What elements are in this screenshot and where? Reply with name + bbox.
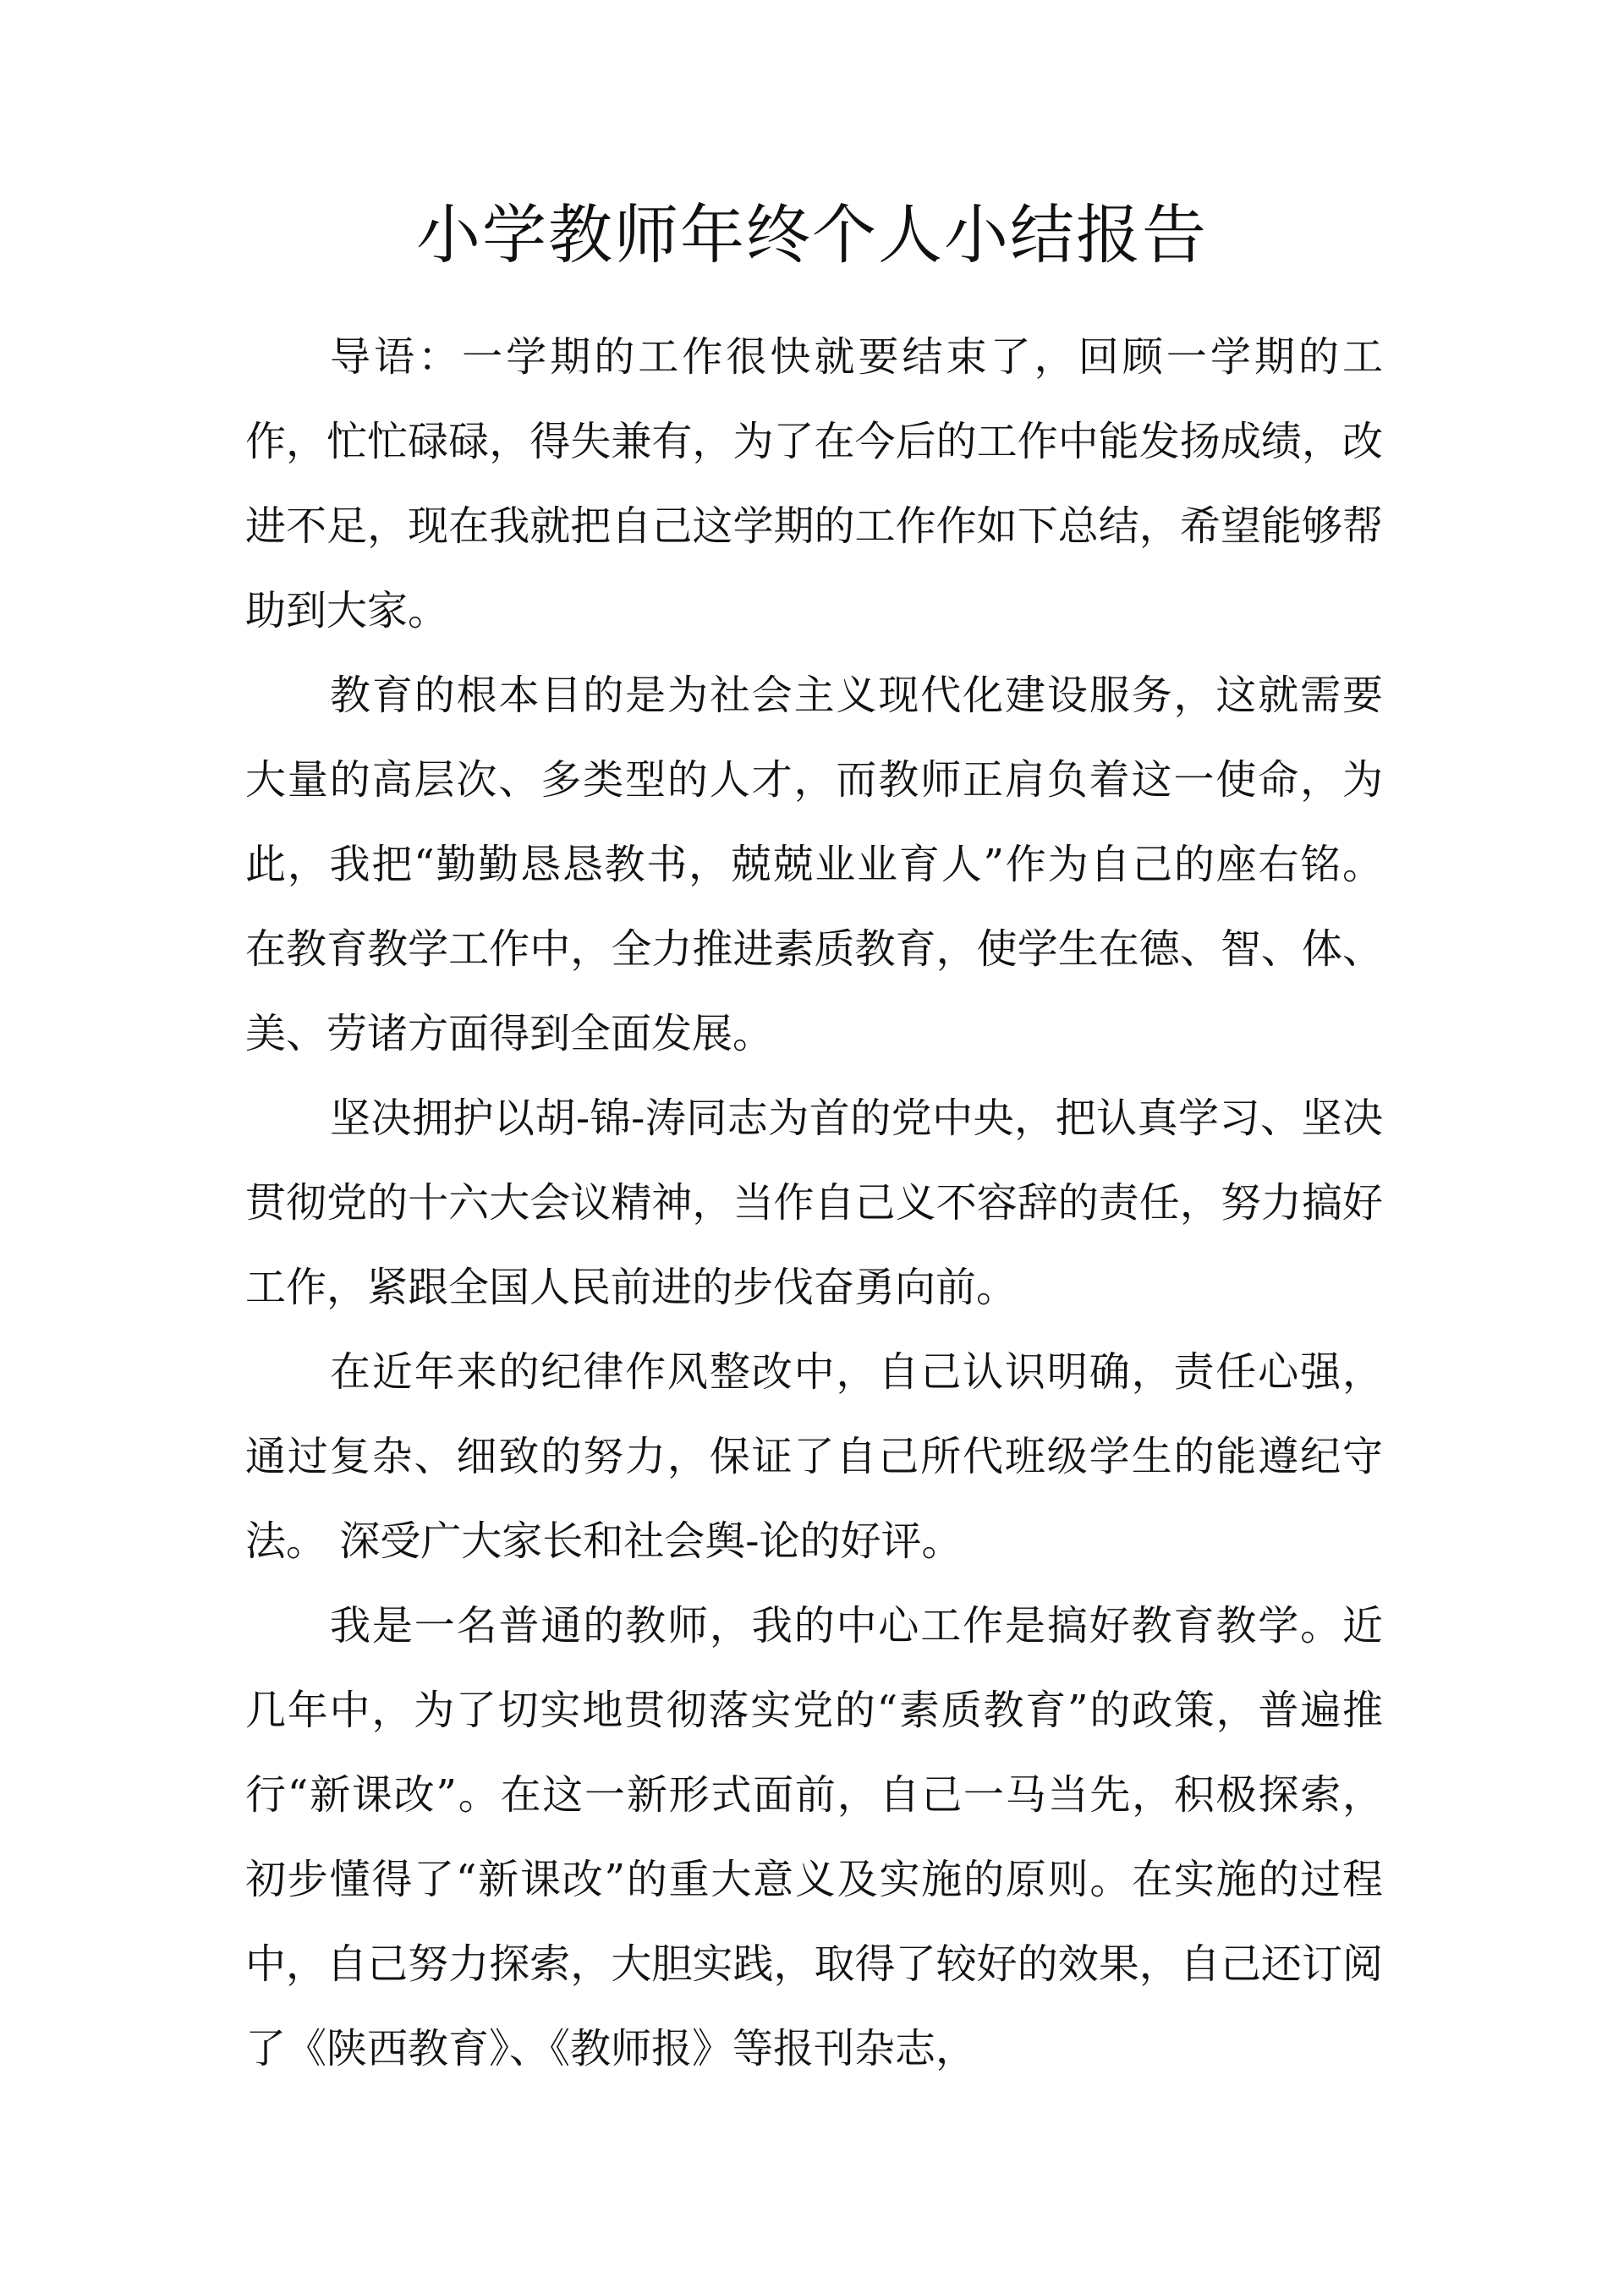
paragraph-party-support: 坚决拥护以胡-锦-涛同志为首的党中央，把认真学习、坚决贯彻党的十六大会议精神，当作自己义不容辞的责任，努力搞好工作，紧跟全国人民前进的步伐奋勇向前。 — [245, 1095, 1383, 1311]
document-title: 小学教师年终个人小结报告 — [416, 197, 1208, 272]
paragraph-intro: 导语：一学期的工作很快就要结束了，回顾一学期的工作，忙忙碌碌，得失兼有，为了在今后的工作中能发扬成绩，改进不足，现在我就把自己这学期的工作作如下总结，希望能够帮助到大家。 — [245, 333, 1383, 634]
paragraph-education-goal: 教育的根本目的是为社会主义现代化建设服务，这就需要大量的高层次、多类型的人才，而教师正肩负着这一使命，为此，我把“勤勤恳恳教书，兢兢业业育人”作为自己的座右铭。在教育教学工作中，全力推进素质教育，使学生在德、智、体、美、劳诸方面得到全面发展。 — [245, 672, 1383, 1057]
document-body — [245, 315, 1383, 2091]
paragraph-discipline: 在近年来的纪律作风整改中，自己认识明确，责任心强，通过复杂、细致的努力，保证了自己所代班级学生的能遵纪守法。 深受广大家长和社会舆-论的好评。 — [245, 1348, 1383, 1565]
paragraph-teaching-work: 我是一名普通的教师，我的中心工作是搞好教育教学。近几年中，为了切实地贯彻落实党的“素质教育”的政策，普遍推行“新课改”。在这一新形式面前，自己一马当先，积极探索，初步懂得了“新课改”的重大意义及实施的原则。在实施的过程中，自己努力探索，大胆实践，取得了较好的效果，自己还订阅了《陕西教育》、《教师报》等报刊杂志， — [245, 1602, 1383, 2072]
